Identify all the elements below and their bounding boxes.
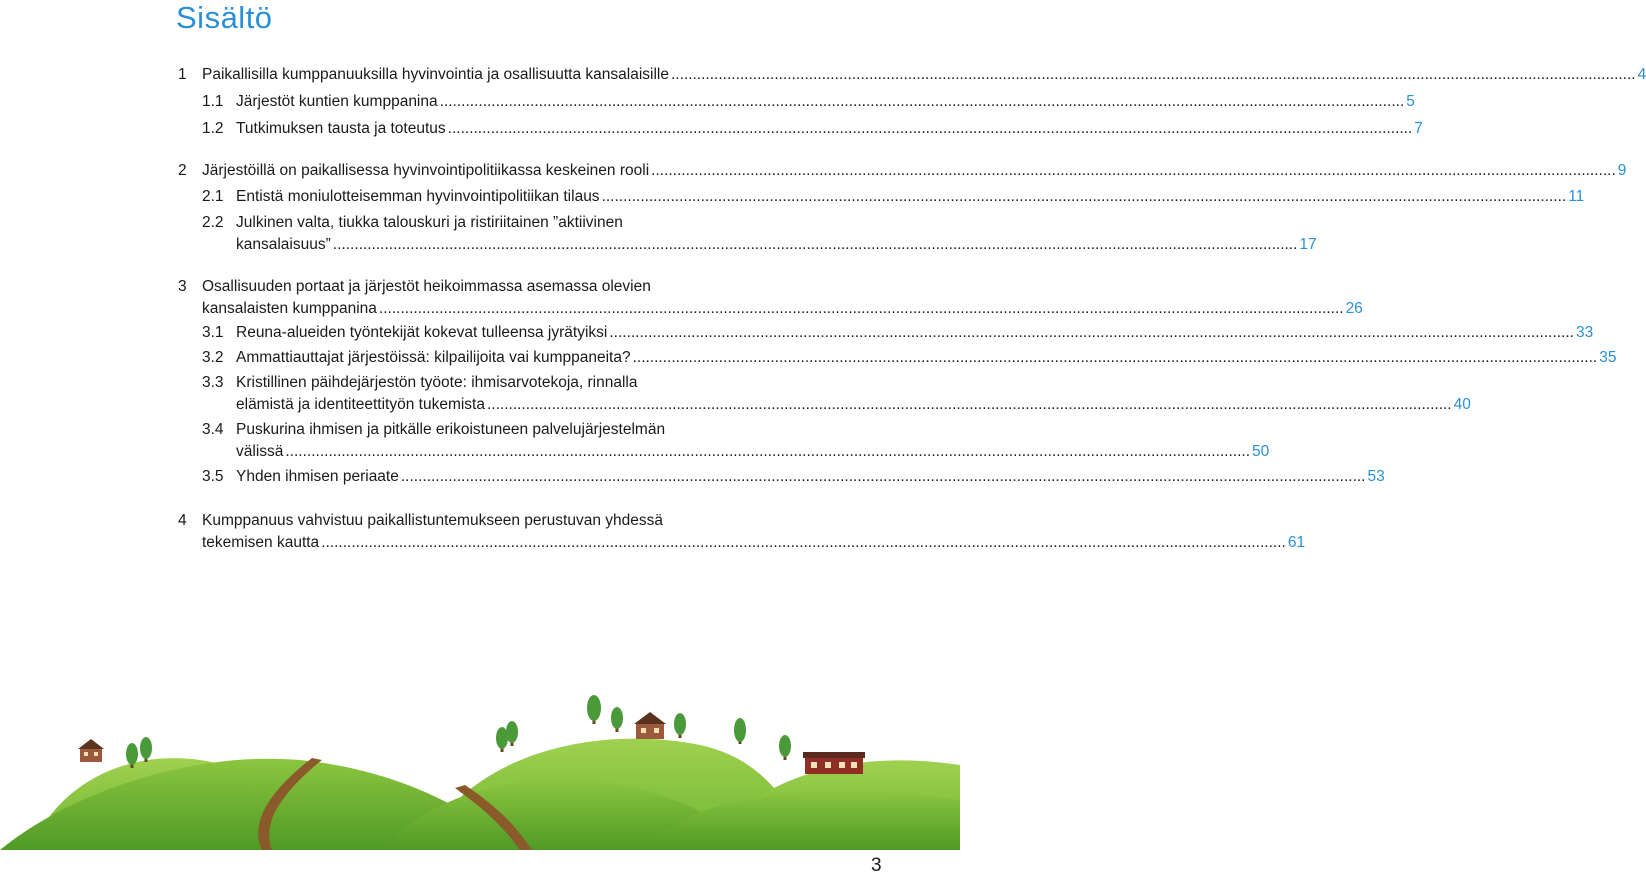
toc-entry-4[interactable] (178, 510, 1306, 554)
toc-entry-3-5[interactable] (178, 466, 1385, 488)
toc-text: Paikallisilla kumppanuuksilla hyvinvointia ja osallisuutta kansalaisille (202, 66, 669, 83)
toc-text: Entistä moniulotteisemman hyvinvointipolitiikan tilaus (236, 188, 600, 205)
toc-leader (487, 394, 1452, 416)
toc-text: Järjestöt kuntien kumppanina (236, 93, 438, 110)
toc-entry-1-2[interactable] (178, 118, 1423, 140)
toc-text-cont: kansalaisten kumppanina (202, 300, 377, 317)
toc-text: Kumppanuus vahvistuu paikallistuntemukseen perustuvan yhdessä (202, 512, 663, 529)
toc-text: Puskurina ihmisen ja pitkälle erikoistuneen palvelujärjestelmän (236, 421, 666, 438)
toc-text-cont: tekemisen kautta (202, 534, 320, 551)
toc-page: 35 (1599, 349, 1617, 366)
toc-page: 17 (1299, 236, 1317, 253)
toc-entry-2-1[interactable] (178, 186, 1585, 208)
toc-leader (379, 298, 1344, 320)
house (634, 712, 666, 739)
toc-text: Tutkimuksen tausta ja toteutus (236, 120, 446, 137)
tree (506, 721, 518, 746)
toc-leader (671, 64, 1636, 86)
toc-number: 2.1 (202, 188, 224, 205)
toc-entry-2-2[interactable] (178, 212, 1317, 256)
toc-leader (448, 118, 1413, 140)
hills-illustration (0, 690, 960, 850)
toc-text-cont: kansalaisuus” (236, 236, 331, 253)
toc-page: 40 (1453, 396, 1471, 413)
toc-entry-3-4[interactable] (178, 419, 1270, 463)
page-title: Sisältö (176, 0, 273, 35)
toc-page: 5 (1406, 93, 1415, 110)
toc-number: 1.1 (202, 93, 224, 110)
toc-leader (651, 160, 1616, 182)
tree (587, 695, 601, 724)
toc-entry-1-1[interactable] (178, 91, 1415, 113)
toc-leader (609, 322, 1574, 344)
toc-number: 1.2 (202, 120, 224, 137)
toc-page: 11 (1568, 188, 1585, 205)
toc-number: 3.3 (202, 374, 224, 391)
page-number: 3 (871, 855, 882, 876)
toc-text: Kristillinen päihdejärjestön työote: ihmisarvotekoja, rinnalla (236, 374, 638, 391)
toc-number: 1 (178, 66, 187, 83)
toc-page: 53 (1367, 468, 1385, 485)
toc-text: Julkinen valta, tiukka talouskuri ja ristiriitainen ”aktiivinen (236, 214, 623, 231)
tree (140, 737, 152, 762)
tree (674, 713, 686, 738)
toc-page: 26 (1345, 300, 1363, 317)
toc-number: 3.4 (202, 421, 224, 438)
house (78, 739, 104, 762)
toc-page: 61 (1287, 534, 1306, 551)
toc-entry-3-3[interactable] (178, 372, 1471, 416)
toc-leader (633, 347, 1598, 369)
toc-text-cont: elämistä ja identiteettityön tukemista (236, 396, 485, 413)
toc-number: 3.5 (202, 468, 224, 485)
toc-page: 33 (1575, 324, 1594, 341)
toc-number: 2.2 (202, 214, 224, 231)
toc-text: Järjestöillä on paikallisessa hyvinvointipolitiikassa keskeinen rooli (202, 162, 650, 179)
toc-text: Yhden ihmisen periaate (236, 468, 399, 485)
toc-entry-3-1[interactable] (178, 322, 1594, 344)
toc-number: 3 (178, 278, 187, 295)
toc-number: 3.2 (202, 349, 224, 366)
house (803, 752, 865, 774)
table-of-contents (178, 64, 1646, 554)
toc-leader (602, 186, 1567, 208)
toc-text: Osallisuuden portaat ja järjestöt heikoimmassa asemassa olevien (202, 278, 651, 295)
toc-leader (440, 91, 1405, 113)
toc-text: Ammattiauttajat järjestöissä: kilpailijoita vai kumppaneita? (236, 349, 631, 366)
toc-leader (401, 466, 1366, 488)
toc-leader (333, 234, 1298, 256)
toc-number: 4 (178, 512, 187, 529)
toc-page: 7 (1414, 120, 1423, 137)
toc-number: 2 (178, 162, 187, 179)
toc-entry-3[interactable] (178, 276, 1363, 320)
toc-leader (321, 532, 1286, 554)
toc-number: 3.1 (202, 324, 224, 341)
toc-entry-3-2[interactable] (178, 347, 1617, 369)
toc-leader (285, 441, 1250, 463)
toc-page: 50 (1252, 443, 1270, 460)
toc-page: 4 (1637, 66, 1646, 83)
tree (734, 718, 746, 744)
toc-page: 9 (1617, 162, 1627, 179)
toc-entry-2[interactable] (178, 160, 1627, 182)
tree (611, 707, 623, 732)
toc-text-cont: välissä (236, 443, 284, 460)
tree (779, 735, 791, 760)
toc-entry-1[interactable] (178, 64, 1646, 86)
toc-text: Reuna-alueiden työntekijät kokevat tulleensa jyrätyiksi (236, 324, 608, 341)
